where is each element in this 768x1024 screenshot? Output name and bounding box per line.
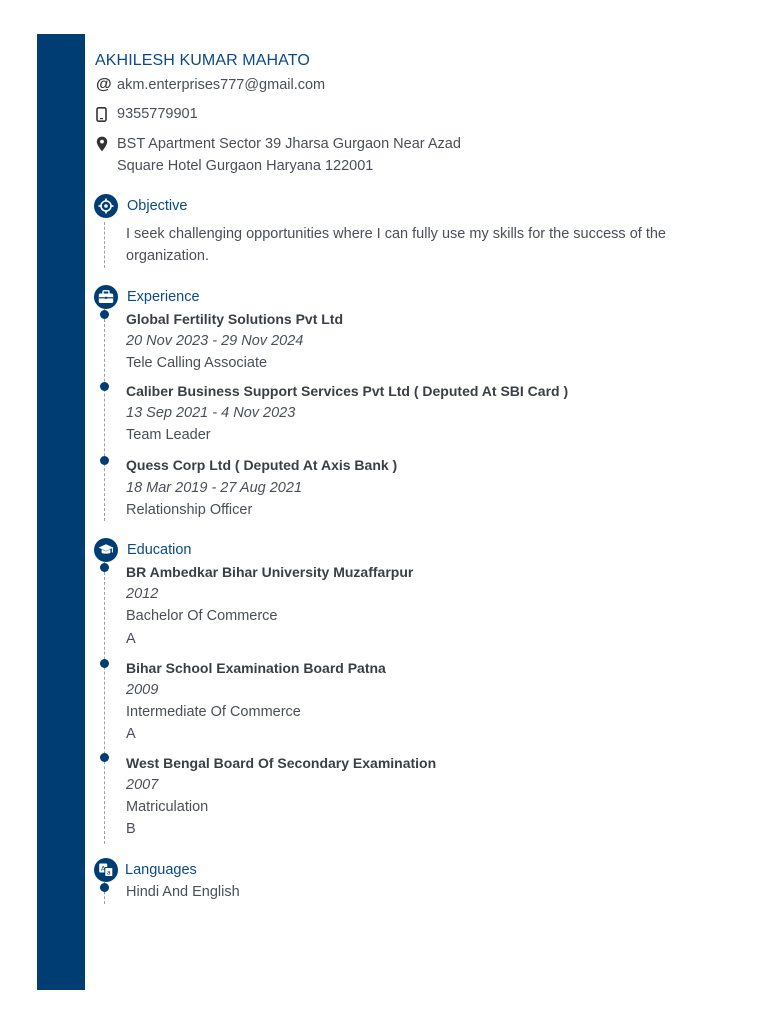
briefcase-icon — [94, 285, 118, 309]
mobile-phone-icon — [96, 103, 114, 125]
languages-text: Hindi And English — [126, 884, 240, 900]
education-grade: B — [126, 821, 136, 837]
experience-dates: 18 Mar 2019 - 27 Aug 2021 — [126, 480, 303, 496]
experience-company: Quess Corp Ltd ( Deputed At Axis Bank ) — [126, 457, 398, 473]
experience-timeline-line — [104, 309, 105, 521]
timeline-dot — [100, 659, 109, 668]
timeline-dot — [100, 456, 109, 465]
at-icon: @ — [96, 76, 112, 93]
svg-text:a: a — [106, 868, 111, 877]
experience-dates: 20 Nov 2023 - 29 Nov 2024 — [126, 333, 304, 349]
languages-heading: Languages — [125, 862, 197, 878]
target-icon — [94, 194, 118, 218]
education-timeline-line — [104, 562, 105, 844]
address-line-1: BST Apartment Sector 39 Jharsa Gurgaon Near Azad — [117, 136, 461, 152]
education-year: 2012 — [126, 586, 159, 602]
education-grade: A — [126, 726, 136, 742]
resume-name: AKHILESH KUMAR MAHATO — [95, 52, 310, 69]
education-degree: Matriculation — [126, 799, 209, 815]
timeline-dot — [100, 382, 109, 391]
experience-role: Relationship Officer — [126, 502, 253, 518]
objective-heading: Objective — [127, 198, 188, 214]
education-degree: Intermediate Of Commerce — [126, 704, 301, 720]
svg-text:A: A — [101, 864, 106, 873]
left-sidebar-band — [37, 34, 85, 990]
education-institution: Bihar School Examination Board Patna — [126, 660, 386, 676]
objective-text-line-2: organization. — [126, 248, 210, 264]
timeline-dot — [100, 883, 109, 892]
education-institution: West Bengal Board Of Secondary Examination — [126, 755, 437, 771]
email-text: akm.enterprises777@gmail.com — [117, 77, 326, 93]
timeline-dot — [100, 753, 109, 762]
experience-company: Global Fertility Solutions Pvt Ltd — [126, 311, 344, 327]
timeline-dot — [100, 563, 109, 572]
phone-text: 9355779901 — [117, 106, 198, 122]
experience-role: Team Leader — [126, 427, 211, 443]
experience-heading: Experience — [127, 289, 200, 305]
education-heading: Education — [127, 542, 192, 558]
experience-dates: 13 Sep 2021 - 4 Nov 2023 — [126, 405, 296, 421]
education-year: 2009 — [126, 682, 159, 698]
education-grade: A — [126, 631, 136, 647]
graduation-cap-icon — [94, 538, 118, 562]
translate-icon — [94, 858, 118, 882]
objective-timeline-line — [104, 222, 105, 268]
timeline-dot — [100, 310, 109, 319]
education-year: 2007 — [126, 777, 159, 793]
address-line-2: Square Hotel Gurgaon Haryana 122001 — [117, 158, 374, 174]
experience-company: Caliber Business Support Services Pvt Ltd ( Deputed At SBI Card ) — [126, 383, 569, 399]
education-institution: BR Ambedkar Bihar University Muzaffarpur — [126, 564, 414, 580]
experience-role: Tele Calling Associate — [126, 355, 268, 371]
education-degree: Bachelor Of Commerce — [126, 608, 278, 624]
location-pin-icon — [96, 133, 114, 155]
objective-text-line-1: I seek challenging opportunities where I can fully use my skills for the success of the — [126, 226, 666, 242]
